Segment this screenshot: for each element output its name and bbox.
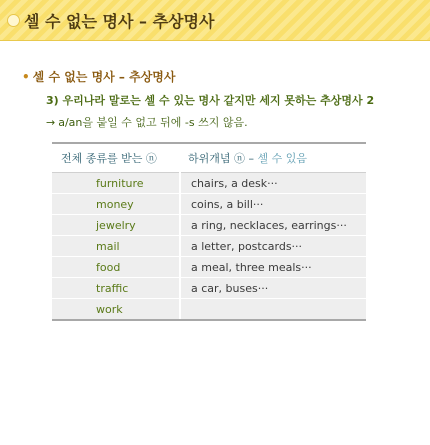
example-cell xyxy=(180,299,366,321)
circle-bullet-icon xyxy=(7,14,20,27)
section-subheading: 3) 우리나라 말로는 셀 수 있는 명사 같지만 세지 못하는 추상명사 2 xyxy=(46,94,375,107)
table-row xyxy=(52,278,366,299)
noun-cell: money xyxy=(52,194,180,215)
header-countable-highlight: 셀 수 있음 xyxy=(257,152,307,165)
noun-cell: food xyxy=(52,257,180,278)
example-cell: chairs, a desk··· xyxy=(180,173,366,194)
noun-table xyxy=(52,142,366,321)
header-sub-concept-text: 하위개념 ⓝ – xyxy=(188,152,258,165)
header-general-noun: 전체 종류를 받는 ⓝ xyxy=(52,143,180,173)
example-cell: a car, buses··· xyxy=(180,278,366,299)
page-title: 셀 수 없는 명사 – 추상명사 xyxy=(24,12,215,31)
noun-cell: jewelry xyxy=(52,215,180,236)
title-banner xyxy=(0,0,430,41)
header-sub-concept xyxy=(180,143,366,173)
noun-cell: furniture xyxy=(52,173,180,194)
example-cell: a ring, necklaces, earrings··· xyxy=(180,215,366,236)
table-header-row xyxy=(52,143,366,173)
section-heading-text: 셀 수 없는 명사 – 추상명사 xyxy=(32,70,176,84)
table-row xyxy=(52,173,366,194)
noun-cell: traffic xyxy=(52,278,180,299)
example-cell: a meal, three meals··· xyxy=(180,257,366,278)
usage-note-text: a/an을 붙일 수 없고 뒤에 -s 쓰지 않음. xyxy=(58,116,248,129)
table-row xyxy=(52,257,366,278)
usage-note xyxy=(46,114,248,130)
table-row xyxy=(52,236,366,257)
example-cell: coins, a bill··· xyxy=(180,194,366,215)
table-row xyxy=(52,215,366,236)
right-arrow-icon: → xyxy=(46,116,56,129)
noun-cell: mail xyxy=(52,236,180,257)
star-bullet-icon: • xyxy=(22,70,30,84)
example-cell: a letter, postcards··· xyxy=(180,236,366,257)
table-row xyxy=(52,299,366,321)
section-heading xyxy=(22,68,175,85)
noun-cell: work xyxy=(52,299,180,321)
table-row xyxy=(52,194,366,215)
